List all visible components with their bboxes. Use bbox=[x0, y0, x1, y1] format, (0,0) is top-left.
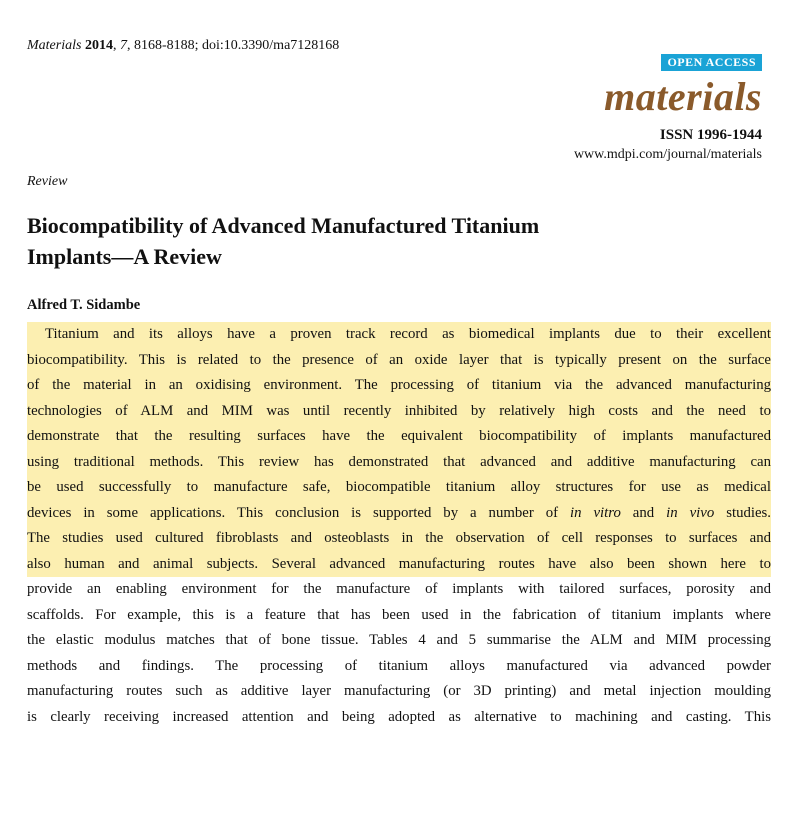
open-access-badge: OPEN ACCESS bbox=[661, 54, 762, 71]
abstract-line: The studies used cultured fibroblasts and osteoblasts in the observation of cell responses to surfaces and bbox=[27, 526, 771, 552]
article-title bbox=[27, 210, 727, 272]
citation-year: 2014 bbox=[84, 38, 113, 53]
abstract-line: technologies of ALM and MIM was until recently inhibited by relatively high costs and the need to bbox=[27, 399, 771, 425]
citation-journal: Materials bbox=[27, 38, 82, 53]
abstract-line: methods and findings. The processing of titanium alloys manufactured via advanced powder bbox=[27, 657, 771, 674]
abstract-line: using traditional methods. This review has demonstrated that advanced and additive manufacturing can bbox=[27, 450, 771, 476]
citation-pages-doi: , 8168-8188; doi:10.3390/ma7128168 bbox=[126, 38, 340, 53]
abstract-line: be used successfully to manufacture safe, biocompatible titanium alloy structures for use as medical bbox=[27, 475, 771, 501]
citation-line: Materials 2014, 7, 8168-8188; doi:10.3390/ma7128168 bbox=[27, 38, 340, 53]
citation-volume: 7 bbox=[119, 38, 127, 53]
abstract-line: is clearly receiving increased attention and being adopted as alternative to machining and casting. This bbox=[27, 708, 771, 725]
in-vitro-italic: in vitro bbox=[570, 504, 621, 521]
abstract bbox=[27, 322, 771, 730]
abstract-line: of the material in an oxidising environment. The processing of titanium via the advanced manufacturing bbox=[27, 373, 771, 399]
journal-logo-text: materials bbox=[604, 74, 762, 119]
abstract-line: scaffolds. For example, this is a feature that has been used in the fabrication of titanium implants where bbox=[27, 606, 771, 623]
title-line-2: Implants—A Review bbox=[27, 244, 222, 269]
abstract-line: devices in some applications. This conclusion is supported by a number of in vitro and in vivo studies. bbox=[27, 501, 771, 527]
abstract-line: also human and animal subjects. Several advanced manufacturing routes have also been shown here to bbox=[27, 552, 771, 578]
issn: ISSN 1996-1944 bbox=[659, 127, 762, 143]
abstract-line: demonstrate that the resulting surfaces have the equivalent biocompatibility of implants manufactured bbox=[27, 424, 771, 450]
abstract-line: biocompatibility. This is related to the presence of an oxide layer that is typically present on the surface bbox=[27, 348, 771, 374]
article-type: Review bbox=[27, 174, 68, 189]
abstract-line: manufacturing routes such as additive layer manufacturing (or 3D printing) and metal injection moulding bbox=[27, 683, 771, 699]
in-vivo-italic: in vivo bbox=[666, 504, 715, 521]
title-line-1: Biocompatibility of Advanced Manufactured Titanium bbox=[27, 213, 540, 238]
journal-url: www.mdpi.com/journal/materials bbox=[573, 147, 762, 162]
abstract-line: the elastic modulus matches that of bone tissue. Tables 4 and 5 summarise the ALM and MIM processing bbox=[27, 632, 771, 648]
abstract-line: Titanium and its alloys have a proven track record as biomedical implants due to their excellent bbox=[27, 322, 771, 348]
author-name: Alfred T. Sidambe bbox=[27, 297, 141, 313]
abstract-line: provide an enabling environment for the manufacture of implants with tailored surfaces, porosity and bbox=[27, 581, 771, 597]
